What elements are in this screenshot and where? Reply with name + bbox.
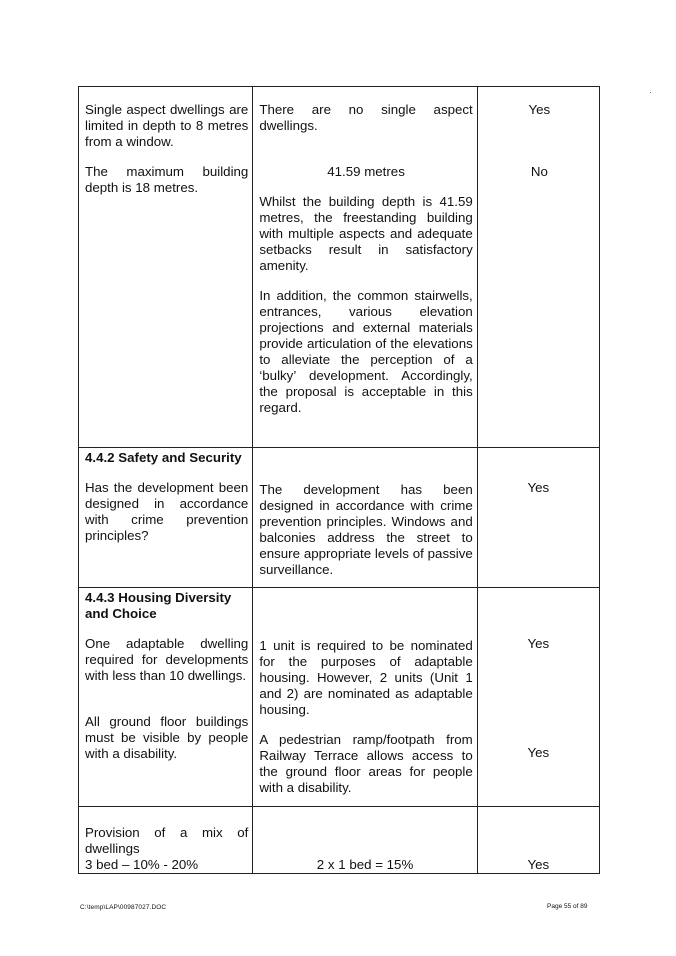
section-heading: 4.4.2 Safety and Security bbox=[85, 450, 242, 465]
response-text: The development has been designed in accordance with crime prevention principles. Windows and balconies address the street to ensure appropriate levels of passive surveillance. bbox=[259, 482, 473, 577]
requirement-text: Single aspect dwellings are limited in depth to 8 metres from a window. bbox=[85, 102, 249, 149]
requirement-text: All ground floor buildings must be visible by people with a disability. bbox=[85, 714, 249, 761]
response-cell bbox=[253, 87, 477, 448]
compliance-value: Yes bbox=[528, 102, 551, 117]
table-row bbox=[79, 807, 600, 874]
compliance-cell bbox=[477, 87, 599, 448]
response-text: Whilst the building depth is 41.59 metres, the freestanding building with multiple aspects and adequate setbacks result in satisfactory amenity. bbox=[259, 194, 473, 273]
document-path: C:\temp\LAP\00987027.DOC bbox=[80, 904, 167, 911]
response-cell bbox=[253, 807, 477, 874]
compliance-value: Yes bbox=[527, 857, 550, 872]
response-cell bbox=[253, 588, 477, 807]
page-number: Page 55 of 89 bbox=[547, 903, 588, 910]
requirement-text: One adaptable dwelling required for developments with less than 10 dwellings. bbox=[85, 636, 249, 683]
response-text: 2 x 1 bed = 15% bbox=[316, 857, 414, 872]
response-text: In addition, the common stairwells, entrances, various elevation projections and external materials provide articulation of the elevations to alleviate the perception of a ‘bulky’ development. Accordingly, the proposal is acceptable in this regard. bbox=[259, 288, 473, 415]
requirement-text: The maximum building depth is 18 metres. bbox=[85, 164, 249, 195]
requirement-text: 3 bed – 10% - 20% bbox=[85, 857, 199, 872]
compliance-value: Yes bbox=[527, 745, 550, 760]
table-row bbox=[79, 588, 600, 807]
requirement-text: Provision of a mix of dwellings bbox=[85, 825, 249, 856]
requirement-text: Has the development been designed in accordance with crime prevention principles? bbox=[85, 480, 249, 543]
table-row bbox=[79, 448, 600, 588]
requirement-cell bbox=[79, 87, 253, 448]
compliance-value: Yes bbox=[527, 480, 550, 495]
requirement-cell bbox=[79, 588, 253, 807]
compliance-cell bbox=[477, 807, 599, 874]
response-text: There are no single aspect dwellings. bbox=[259, 102, 473, 133]
response-text: 1 unit is required to be nominated for the purposes of adaptable housing. However, 2 units (Unit 1 and 2) are nominated as adaptable housing. bbox=[259, 638, 473, 717]
requirement-cell bbox=[79, 807, 253, 874]
compliance-table bbox=[78, 86, 600, 874]
measure-text: 41.59 metres bbox=[327, 164, 405, 179]
compliance-cell bbox=[477, 588, 599, 807]
table-row bbox=[79, 87, 600, 448]
response-cell bbox=[253, 448, 477, 588]
response-text: A pedestrian ramp/footpath from Railway Terrace allows access to the ground floor areas for people with a disability. bbox=[259, 732, 473, 795]
compliance-cell bbox=[477, 448, 599, 588]
stray-mark bbox=[650, 92, 651, 93]
compliance-value: No bbox=[530, 164, 548, 179]
requirement-cell bbox=[79, 448, 253, 588]
compliance-value: Yes bbox=[527, 636, 550, 651]
section-heading: 4.4.3 Housing Diversity and Choice bbox=[85, 590, 232, 621]
